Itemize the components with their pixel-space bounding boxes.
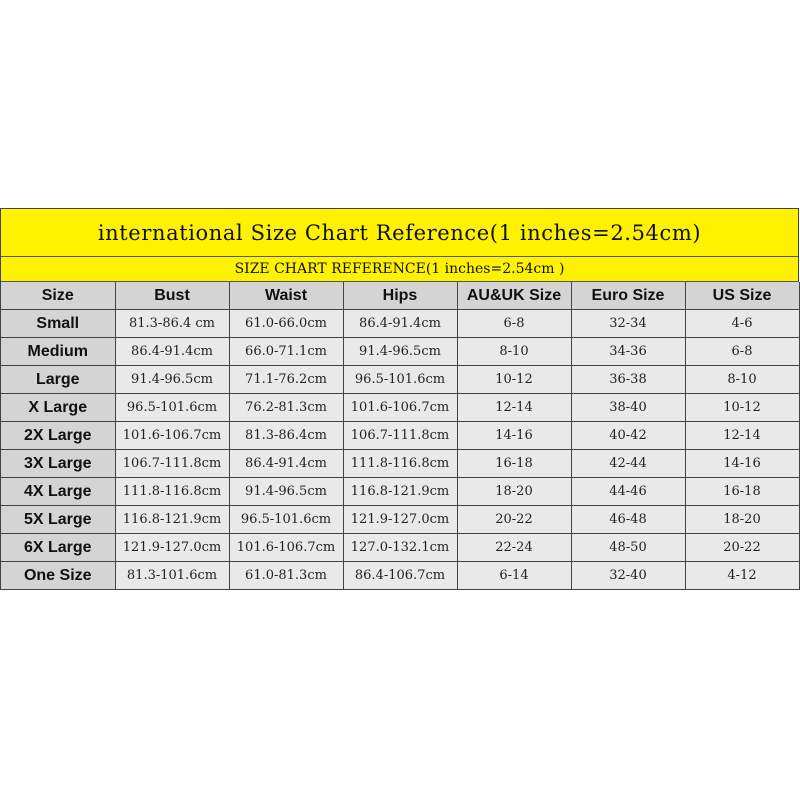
waist-cell: 86.4-91.4cm [229,450,343,478]
euro-size-cell: 44-46 [571,478,685,506]
header-size: Size [1,282,115,310]
waist-cell: 61.0-81.3cm [229,562,343,590]
table-header-row [1,282,799,310]
waist-cell: 61.0-66.0cm [229,310,343,338]
table-row [1,506,799,534]
au-uk-size-cell: 22-24 [457,534,571,562]
header-euro-size: Euro Size [571,282,685,310]
table-row [1,310,799,338]
size-cell: Small [1,310,115,338]
au-uk-size-cell: 6-14 [457,562,571,590]
size-cell: 2X Large [1,422,115,450]
au-uk-size-cell: 8-10 [457,338,571,366]
hips-cell: 101.6-106.7cm [343,394,457,422]
table-row [1,562,799,590]
table-row [1,534,799,562]
waist-cell: 81.3-86.4cm [229,422,343,450]
au-uk-size-cell: 12-14 [457,394,571,422]
au-uk-size-cell: 10-12 [457,366,571,394]
waist-cell: 96.5-101.6cm [229,506,343,534]
hips-cell: 111.8-116.8cm [343,450,457,478]
size-chart [0,208,799,590]
hips-cell: 116.8-121.9cm [343,478,457,506]
table-row [1,338,799,366]
bust-cell: 86.4-91.4cm [115,338,229,366]
size-cell: 5X Large [1,506,115,534]
table-row [1,366,799,394]
euro-size-cell: 46-48 [571,506,685,534]
waist-cell: 101.6-106.7cm [229,534,343,562]
us-size-cell: 4-6 [685,310,799,338]
us-size-cell: 12-14 [685,422,799,450]
table-row [1,450,799,478]
us-size-cell: 8-10 [685,366,799,394]
euro-size-cell: 36-38 [571,366,685,394]
hips-cell: 96.5-101.6cm [343,366,457,394]
size-table [1,282,800,590]
bust-cell: 81.3-101.6cm [115,562,229,590]
header-hips: Hips [343,282,457,310]
us-size-cell: 18-20 [685,506,799,534]
euro-size-cell: 40-42 [571,422,685,450]
size-cell: Medium [1,338,115,366]
us-size-cell: 16-18 [685,478,799,506]
euro-size-cell: 34-36 [571,338,685,366]
au-uk-size-cell: 20-22 [457,506,571,534]
hips-cell: 106.7-111.8cm [343,422,457,450]
header-us-size: US Size [685,282,799,310]
waist-cell: 91.4-96.5cm [229,478,343,506]
size-cell: X Large [1,394,115,422]
us-size-cell: 10-12 [685,394,799,422]
table-body [1,310,799,590]
waist-cell: 76.2-81.3cm [229,394,343,422]
au-uk-size-cell: 16-18 [457,450,571,478]
au-uk-size-cell: 14-16 [457,422,571,450]
chart-title: international Size Chart Reference(1 inches=2.54cm) [1,209,799,257]
header-bust: Bust [115,282,229,310]
table-row [1,394,799,422]
euro-size-cell: 38-40 [571,394,685,422]
us-size-cell: 20-22 [685,534,799,562]
au-uk-size-cell: 6-8 [457,310,571,338]
hips-cell: 121.9-127.0cm [343,506,457,534]
euro-size-cell: 32-40 [571,562,685,590]
au-uk-size-cell: 18-20 [457,478,571,506]
table-row [1,478,799,506]
size-cell: 4X Large [1,478,115,506]
us-size-cell: 6-8 [685,338,799,366]
hips-cell: 91.4-96.5cm [343,338,457,366]
bust-cell: 96.5-101.6cm [115,394,229,422]
hips-cell: 127.0-132.1cm [343,534,457,562]
bust-cell: 101.6-106.7cm [115,422,229,450]
bust-cell: 81.3-86.4 cm [115,310,229,338]
hips-cell: 86.4-106.7cm [343,562,457,590]
bust-cell: 111.8-116.8cm [115,478,229,506]
size-cell: Large [1,366,115,394]
euro-size-cell: 42-44 [571,450,685,478]
table-row [1,422,799,450]
header-au-uk-size: AU&UK Size [457,282,571,310]
bust-cell: 116.8-121.9cm [115,506,229,534]
us-size-cell: 14-16 [685,450,799,478]
size-cell: 3X Large [1,450,115,478]
size-cell: 6X Large [1,534,115,562]
bust-cell: 106.7-111.8cm [115,450,229,478]
us-size-cell: 4-12 [685,562,799,590]
hips-cell: 86.4-91.4cm [343,310,457,338]
header-waist: Waist [229,282,343,310]
waist-cell: 66.0-71.1cm [229,338,343,366]
chart-subtitle: SIZE CHART REFERENCE(1 inches=2.54cm ) [1,257,799,282]
waist-cell: 71.1-76.2cm [229,366,343,394]
euro-size-cell: 48-50 [571,534,685,562]
bust-cell: 91.4-96.5cm [115,366,229,394]
size-cell: One Size [1,562,115,590]
bust-cell: 121.9-127.0cm [115,534,229,562]
euro-size-cell: 32-34 [571,310,685,338]
